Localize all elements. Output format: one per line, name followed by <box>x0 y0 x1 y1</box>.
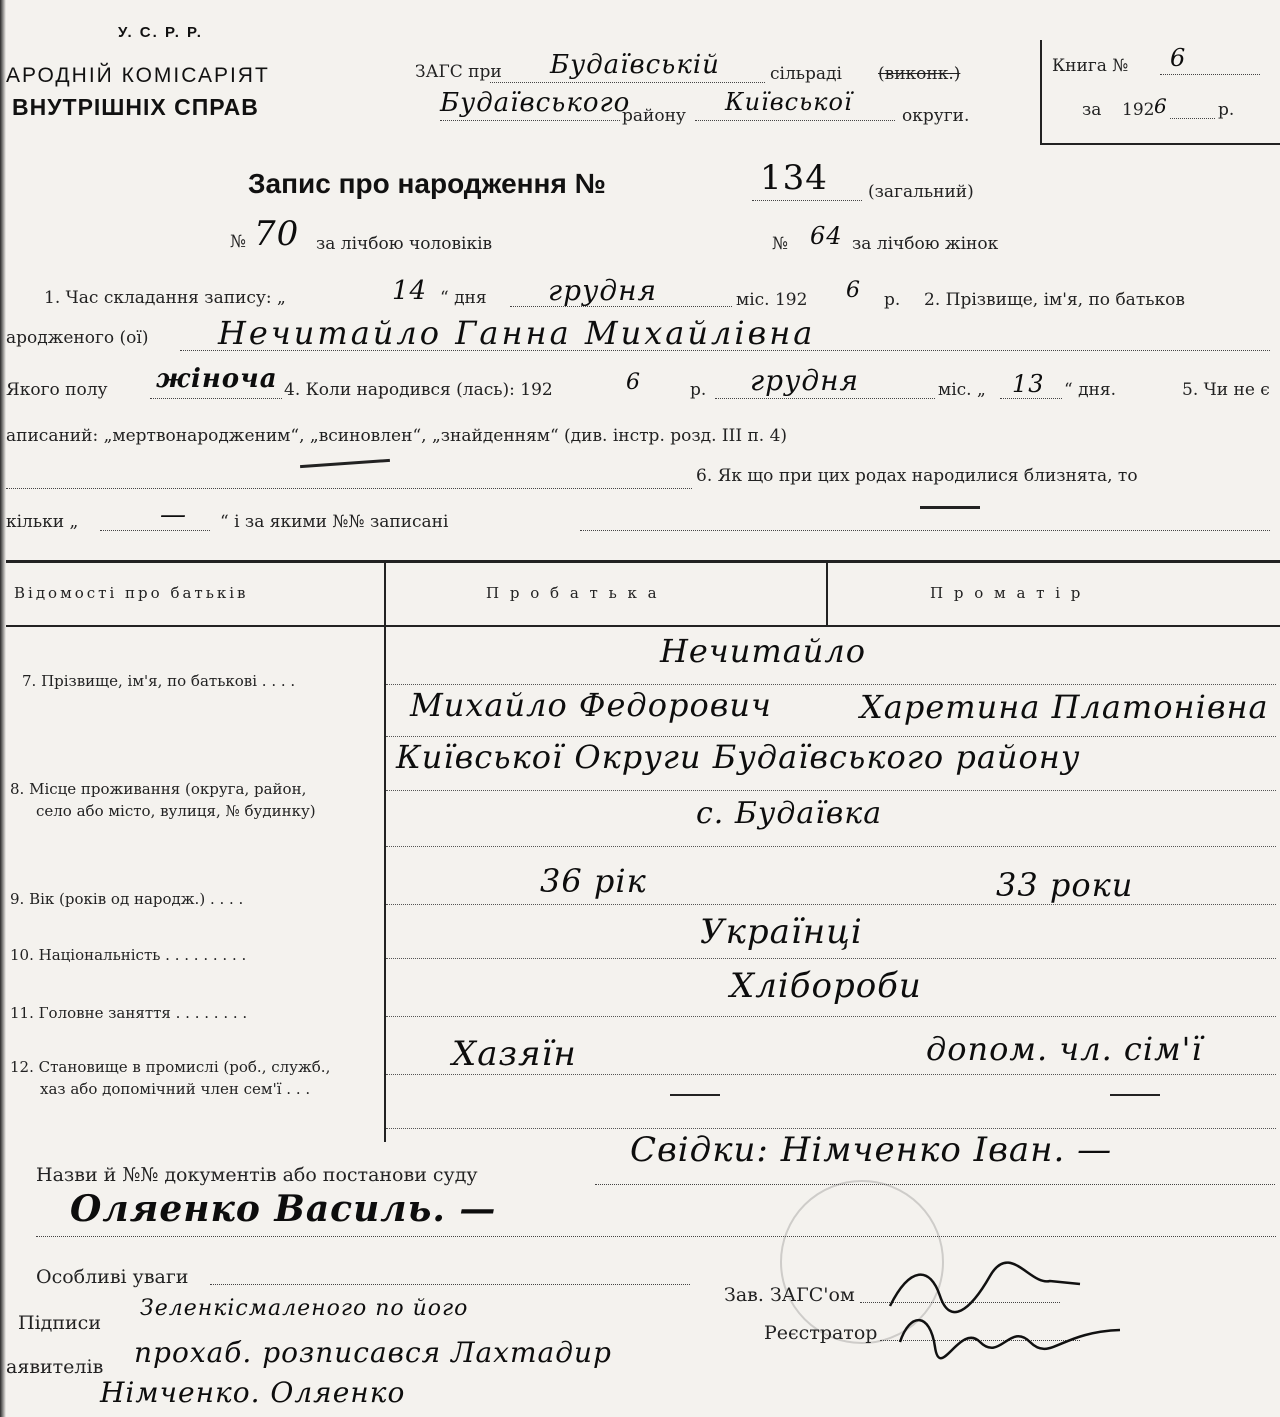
row8-residence-handwritten-b: с. Будаївка <box>696 796 883 831</box>
field1-year-label: р. <box>884 290 901 310</box>
field6-cont-b: “ і за якими №№ записані <box>220 512 449 532</box>
row8-label-b: село або місто, вулиця, № будинку) <box>36 802 316 820</box>
zags-prefix: ЗАГС при <box>415 62 502 82</box>
signatures-handwritten-c: Німченко. Оляенко <box>100 1376 406 1409</box>
row11-line <box>386 1016 1276 1017</box>
field6-cont-a: кільки „ <box>6 512 79 532</box>
field3-label: Якого полу <box>6 380 108 400</box>
row9-mother-age-handwritten: 33 роки <box>996 866 1134 904</box>
field6-dash-mark <box>920 506 980 509</box>
okruha-label: округи. <box>902 106 970 126</box>
table-col-divider-1 <box>384 562 386 1142</box>
field4-day-label: “ дня. <box>1064 380 1117 400</box>
district-label: району <box>622 106 686 126</box>
docs-label: Назви й №№ документів або постанови суду <box>36 1164 478 1186</box>
signatures-handwritten-b: прохаб. розписався Лахтадир <box>134 1336 612 1369</box>
row8-line-a <box>386 790 1276 791</box>
row12-mother-dash <box>1110 1094 1160 1096</box>
field1-month-label: міс. 192 <box>736 290 808 310</box>
field1-year-handwritten: 6 <box>846 278 861 303</box>
commissariat-line2: ВНУТРІШНІХ СПРАВ <box>12 94 259 120</box>
row10-nationality-handwritten: Українці <box>700 912 863 952</box>
field1-day-handwritten: 14 <box>392 276 428 306</box>
women-prefix: № <box>772 234 789 254</box>
women-number-handwritten: 64 <box>810 222 843 250</box>
book-number-line <box>1160 74 1260 75</box>
docs-handwritten-a: Свідки: Німченко Іван. — <box>630 1130 1113 1170</box>
field2-cont-label: ародженого (ої) <box>6 328 149 348</box>
signatures-label: Підписи <box>18 1312 101 1334</box>
declarants-label: аявителів <box>6 1356 104 1378</box>
field3-sex-handwritten: жіноча <box>156 364 278 394</box>
table-header-rule <box>6 625 1280 627</box>
year-prefix: за <box>1082 100 1102 120</box>
record-number-handwritten: 134 <box>760 158 828 198</box>
row7-line-b <box>386 736 1276 737</box>
book-number-handwritten: 6 <box>1170 44 1187 72</box>
men-number-handwritten: 70 <box>254 214 300 254</box>
record-number-line <box>752 200 862 201</box>
docs-line-a <box>595 1184 1275 1185</box>
row7-father-name-handwritten: Михайло Федорович <box>410 686 772 724</box>
commissariat-line1: АРОДНІЙ КОМІСАРІЯТ <box>6 64 270 87</box>
year-handwritten: 6 <box>1154 94 1168 118</box>
field1-month-handwritten: грудня <box>548 274 658 307</box>
book-box-bottom <box>1040 143 1280 145</box>
row9-father-age-handwritten: 36 рік <box>540 862 647 900</box>
table-col3-header: П р о м а т і р <box>930 584 1084 602</box>
signatures-handwritten-a: Зеленкісмаленого по його <box>140 1296 469 1321</box>
field4-label: 4. Коли народився (лась): 192 <box>284 380 553 400</box>
row12-father-status-handwritten: Хазяїн <box>452 1034 577 1074</box>
table-col1-header: Відомості про батьків <box>14 584 249 602</box>
registrar-label: Реєстратор <box>764 1322 878 1344</box>
field4-year-label: р. <box>690 380 707 400</box>
docs-line-b <box>36 1236 1276 1237</box>
women-label: за лічбою жінок <box>852 234 999 254</box>
head-label: Зав. ЗАГС'ом <box>724 1284 855 1306</box>
zags-village-line <box>490 82 765 83</box>
field5-cont: аписаний: „мертвонародженим“, „всиновлен“, „знайденням“ (див. інстр. розд. III п. 4) <box>6 426 788 446</box>
row12-father-dash <box>670 1094 720 1096</box>
zags-suffix: сільраді <box>770 64 842 84</box>
row8-line-b <box>386 846 1276 847</box>
record-general: (загальний) <box>868 182 974 202</box>
row12-line-a <box>386 1074 1276 1075</box>
field6-dash-handwritten: — <box>160 500 187 530</box>
year-line <box>1170 118 1215 119</box>
row11-label: 11. Головне заняття . . . . . . . . <box>10 1004 248 1022</box>
year-suffix: р. <box>1218 100 1235 120</box>
zags-struck: (виконк.) <box>878 64 961 84</box>
table-col2-header: П р о б а т ь к а <box>486 584 660 602</box>
row10-line <box>386 958 1276 959</box>
state-label: У. С. Р. Р. <box>118 24 203 41</box>
district-line <box>440 120 620 121</box>
field6-label: 6. Як що при цих родах народилися близнята, то <box>696 466 1138 486</box>
docs-handwritten-b: Оляенко Василь. — <box>70 1188 497 1230</box>
field4-month-handwritten: грудня <box>750 364 860 397</box>
row7-line-a <box>386 684 1276 685</box>
row9-label: 9. Вік (років од народж.) . . . . <box>10 890 244 908</box>
field1-day-label: “ дня <box>440 288 487 308</box>
book-label: Книга № <box>1052 56 1129 76</box>
field4-month-label: міс. „ <box>938 380 986 400</box>
field4-year-handwritten: 6 <box>626 370 641 395</box>
field3-sex-line <box>150 398 282 399</box>
notes-label: Особливі уваги <box>36 1266 189 1288</box>
record-title: Запис про народження № <box>248 168 606 199</box>
field5-label: 5. Чи не є <box>1182 380 1270 400</box>
registrar-signature <box>890 1302 1130 1362</box>
book-box-left <box>1040 40 1042 145</box>
district-handwritten: Будаївського <box>440 88 631 118</box>
notes-line <box>210 1284 690 1285</box>
field4-day-line <box>1000 398 1062 399</box>
table-col-divider-2 <box>826 562 828 626</box>
row12-label-b: хаз або допомічний член сем'ї . . . <box>40 1080 311 1098</box>
year-printed: 192 <box>1122 100 1155 120</box>
okruha-handwritten: Київської <box>725 88 853 116</box>
field6-count-line <box>100 530 210 531</box>
field4-day-handwritten: 13 <box>1012 370 1045 398</box>
field1-label: 1. Час складання запису: „ <box>44 288 286 308</box>
zags-village-handwritten: Будаївській <box>550 50 720 80</box>
field5-dash-handwritten <box>300 459 390 468</box>
row12-mother-status-handwritten: допом. чл. сім'ї <box>926 1030 1203 1068</box>
okruha-line <box>695 120 895 121</box>
row12-line-b <box>386 1128 1276 1129</box>
table-top-rule <box>6 560 1280 563</box>
field2-label: 2. Прізвище, ім'я, по батьков <box>924 290 1185 310</box>
row10-label: 10. Національність . . . . . . . . . <box>10 946 247 964</box>
field2-name-handwritten: Нечитайло Ганна Михайлівна <box>218 314 816 352</box>
row8-label-a: 8. Місце проживання (округа, район, <box>10 780 307 798</box>
row12-label-a: 12. Становище в промислі (роб., служб., <box>10 1058 331 1076</box>
row7-label: 7. Прізвище, ім'я, по батькові . . . . <box>22 672 296 690</box>
field6-answer-line <box>6 488 692 489</box>
row7-surname-handwritten: Нечитайло <box>660 632 867 670</box>
field4-month-line <box>715 398 935 399</box>
scan-shadow-edge <box>0 0 6 1417</box>
row11-occupation-handwritten: Хлібороби <box>730 966 922 1006</box>
row7-mother-name-handwritten: Харетина Платонівна <box>860 688 1269 726</box>
field6-numbers-line <box>580 530 1270 531</box>
men-label: за лічбою чоловіків <box>316 234 493 254</box>
row9-line <box>386 904 1276 905</box>
row8-residence-handwritten-a: Київської Округи Будаївського району <box>396 738 1081 776</box>
men-prefix: № <box>230 232 247 252</box>
